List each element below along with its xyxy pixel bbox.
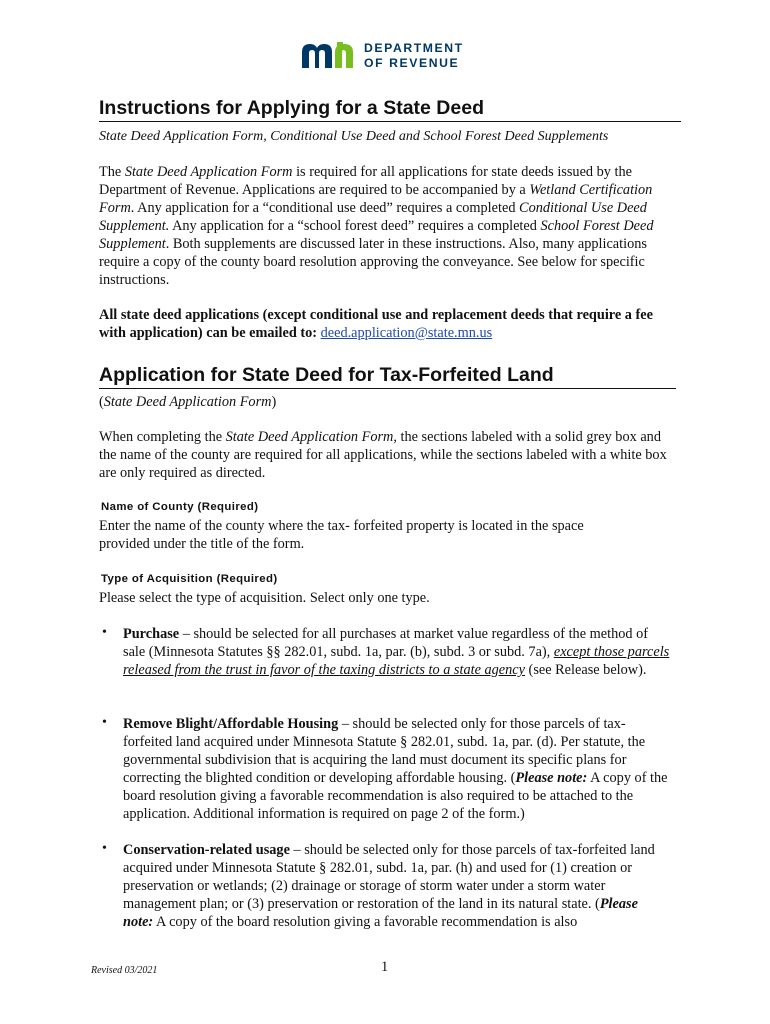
bullet-marker: •: [102, 841, 107, 856]
list-item-conservation: Conservation-related usage – should be selected only for those parcels of tax-forfeited land acquired under Minnesota Statute § 282.01, subd. 1a, par. (h) and used for (1) creation or preservation or wetlands; (2) drainage or storage of storm water under a storm water management plan; or (3) preservation or restoration of the land in its natural state. (Please note: A copy of the board resolution giving a favorable recommendation is also: [123, 842, 655, 930]
mn-logo-icon: [302, 42, 358, 68]
email-note: All state deed applications (except conditional use and replacement deeds that require a fee with application) can be emailed to: deed.application@state.mn.us: [99, 307, 653, 341]
logo-line-2: OF REVENUE: [364, 55, 460, 70]
logo-line-1: DEPARTMENT: [364, 41, 464, 55]
county-text: Enter the name of the county where the tax- forfeited property is located in the space provided under the title of the form.: [99, 518, 584, 552]
acquisition-heading: Type of Acquisition (Required): [101, 573, 278, 585]
section-subtitle: (State Deed Application Form): [99, 394, 277, 410]
revision-date: Revised 03/2021: [91, 965, 158, 976]
intro-paragraph: The State Deed Application Form is required for all applications for state deeds issued by the Department of Revenue. Applications are required to be accompanied by a Wetland Certification Form. Any application for a “conditional use deed” requires a completed Conditional Use Deed Supplement. Any application for a “school forest deed” requires a completed School Forest Deed Supplement. Both supplements are discussed later in these instructions. Also, many applications require a copy of the county board resolution approving the conveyance. See below for specific instructions.: [99, 164, 654, 288]
list-item-purchase: Purchase – should be selected for all purchases at market value regardless of the method of sale (Minnesota Statutes §§ 282.01, subd. 1a, par. (b), subd. 3 or subd. 7a), except those parcels released from the trust in favor of the taxing districts to a state agency (see Release below).: [123, 626, 670, 678]
bullet-marker: •: [102, 625, 107, 640]
acquisition-text: Please select the type of acquisition. Select only one type.: [99, 590, 430, 606]
bullet-marker: •: [102, 715, 107, 730]
page-title: Instructions for Applying for a State Deed: [99, 96, 681, 122]
page-number: 1: [381, 959, 389, 975]
county-heading: Name of County (Required): [101, 501, 259, 513]
section-intro-paragraph: When completing the State Deed Application Form, the sections labeled with a solid grey box and the name of the county are required for all applications, while the sections labeled with a white box are only required as directed.: [99, 429, 667, 481]
department-of-revenue-wordmark: [364, 41, 464, 70]
mn-revenue-logo: [302, 40, 472, 70]
list-item-remove-blight: Remove Blight/Affordable Housing – should be selected only for those parcels of tax-forfeited land acquired under Minnesota Statute § 282.01, subd. 1a, par. (d). Per statute, the governmental subdivision that is acquiring the land must document its specific plans for correcting the blighted condition or developing affordable housing. (Please note: A copy of the board resolution giving a favorable recommendation is also required to be attached to the application. Additional information is required on page 2 of the form.): [123, 716, 668, 822]
page-subtitle: State Deed Application Form, Conditional Use Deed and School Forest Deed Supplements: [99, 129, 609, 144]
email-link[interactable]: deed.application@state.mn.us: [320, 325, 493, 341]
section-title: Application for State Deed for Tax-Forfeited Land: [99, 363, 676, 389]
